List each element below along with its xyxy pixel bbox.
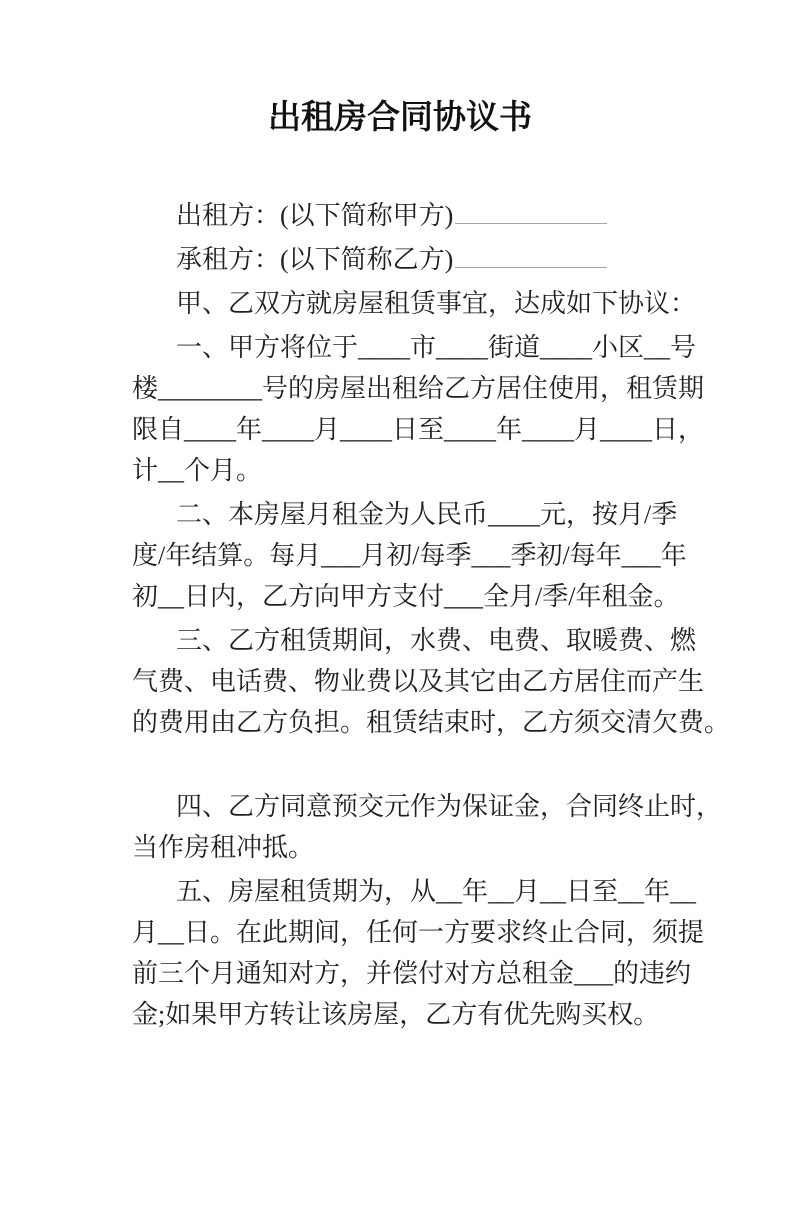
text-line	[132, 661, 800, 702]
text-run: 气费、电话费、物业费以及其它由乙方居住而产生	[132, 667, 705, 696]
text-line	[132, 620, 800, 661]
text-run: 的费用由乙方负担。租赁结束时，乙方须交清欠费。	[132, 708, 731, 737]
text-line	[132, 283, 800, 324]
text-run: 一、甲方将位于____市____街道____小区__号	[176, 333, 697, 362]
text-run: 初__日内，乙方向甲方支付___全月/季/年租金。	[132, 582, 680, 611]
text-run: 三、乙方租赁期间，水费、电费、取暖费、燃	[176, 626, 697, 655]
text-line	[132, 871, 800, 912]
paragraph	[132, 327, 800, 491]
text-line	[132, 327, 800, 368]
paragraph	[132, 283, 800, 324]
paragraph	[132, 239, 800, 280]
text-run: 五、房屋租赁期为，从__年__月__日至__年__	[176, 877, 697, 906]
document-page	[0, 97, 800, 1035]
document-body	[0, 195, 800, 1035]
text-run: 四、乙方同意预交元作为保证金，合同终止时，	[176, 792, 723, 821]
text-line	[132, 195, 800, 236]
text-run: 计__个月。	[132, 456, 263, 485]
text-run: 度/年结算。每月___月初/每季___季初/每年___年	[132, 541, 687, 570]
text-run: 当作房租冲抵。	[132, 833, 315, 862]
paragraph	[132, 786, 800, 868]
text-line	[132, 994, 800, 1035]
paragraph-gap	[132, 746, 800, 786]
text-line	[132, 409, 800, 450]
text-run: 限自____年____月____日至____年____月____日，	[132, 415, 705, 444]
text-line	[132, 786, 800, 827]
text-line	[132, 953, 800, 994]
text-line	[132, 368, 800, 409]
blank-underline-field	[455, 220, 607, 224]
paragraph	[132, 620, 800, 743]
text-line	[132, 535, 800, 576]
text-line	[132, 702, 800, 743]
text-run: 楼________号的房屋出租给乙方居住使用，租赁期	[132, 374, 705, 403]
text-run: 承租方：(以下简称乙方)	[176, 245, 454, 274]
paragraph	[132, 195, 800, 236]
text-run: 甲、乙双方就房屋租赁事宜，达成如下协议：	[176, 289, 697, 318]
paragraph	[132, 494, 800, 617]
text-line	[132, 450, 800, 491]
text-line	[132, 912, 800, 953]
text-run: 前三个月通知对方，并偿付对方总租金___的违约	[132, 959, 692, 988]
text-line	[132, 494, 800, 535]
text-run: 金;如果甲方转让该房屋，乙方有优先购买权。	[132, 1000, 660, 1029]
text-line	[132, 576, 800, 617]
paragraph	[132, 871, 800, 1035]
text-run: 月__日。在此期间，任何一方要求终止合同，须提	[132, 918, 705, 947]
text-run: 二、本房屋月租金为人民币____元，按月/季	[176, 500, 678, 529]
document-title: 出租房合同协议书	[268, 98, 532, 135]
blank-underline-field	[455, 264, 607, 268]
text-line	[132, 827, 800, 868]
text-run: 出租方：(以下简称甲方)	[176, 201, 454, 230]
text-line	[132, 239, 800, 280]
